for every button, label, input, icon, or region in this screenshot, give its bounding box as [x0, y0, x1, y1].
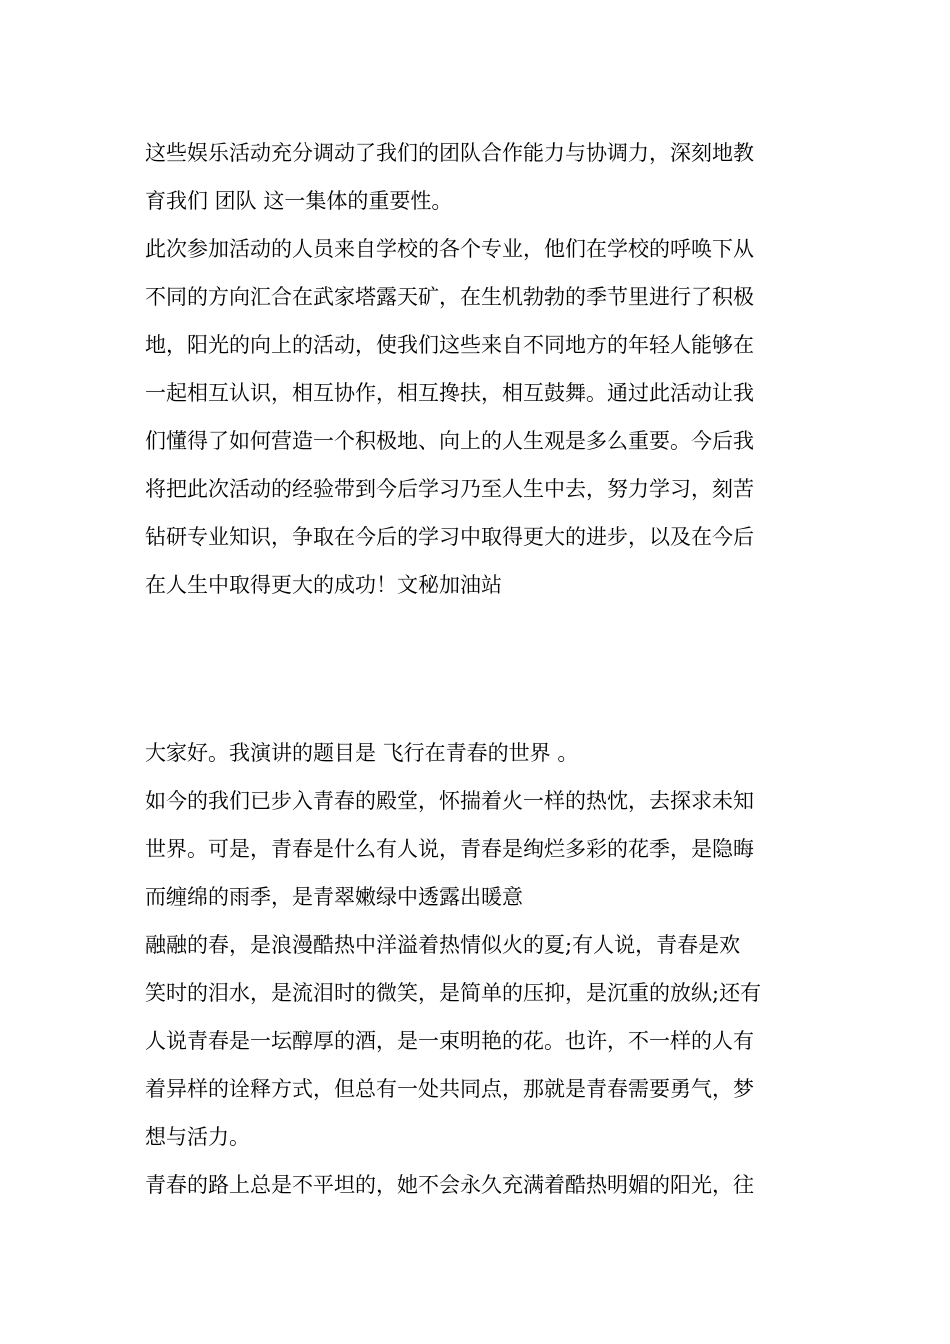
text-line: 此次参加活动的人员来自学校的各个专业，他们在学校的呼唤下从 — [145, 237, 754, 261]
paragraph-block-speech — [145, 729, 813, 1209]
text-line: 而缠绵的雨季，是青翠嫩绿中透露出暖意 — [145, 885, 523, 909]
text-line: 们懂得了如何营造一个积极地、向上的人生观是多么重要。今后我 — [145, 429, 754, 453]
text-line: 这些娱乐活动充分调动了我们的团队合作能力与协调力，深刻地教 — [145, 141, 754, 165]
text-line: 人说青春是一坛醇厚的酒，是一束明艳的花。也许，不一样的人有 — [145, 1029, 754, 1053]
text-line: 融融的春，是浪漫酷热中洋溢着热情似火的夏;有人说，青春是欢 — [145, 933, 741, 957]
text-line: 笑时的泪水，是流泪时的微笑，是简单的压抑，是沉重的放纵;还有 — [145, 981, 762, 1005]
text-line: 大家好。我演讲的题目是 飞行在青春的世界 。 — [145, 741, 579, 765]
text-line: 钻研专业知识，争取在今后的学习中取得更大的进步，以及在今后 — [145, 525, 754, 549]
text-line: 想与活力。 — [145, 1125, 250, 1149]
text-line: 着异样的诠释方式，但总有一处共同点，那就是青春需要勇气，梦 — [145, 1077, 754, 1101]
text-line: 世界。可是，青春是什么有人说，青春是绚烂多彩的花季，是隐晦 — [145, 837, 754, 861]
text-line: 地，阳光的向上的活动，使我们这些来自不同地方的年轻人能够在 — [145, 333, 754, 357]
text-line: 青春的路上总是不平坦的，她不会永久充满着酷热明媚的阳光，往 — [145, 1173, 754, 1197]
text-line: 如今的我们已步入青春的殿堂，怀揣着火一样的热忱，去探求未知 — [145, 789, 754, 813]
text-line: 不同的方向汇合在武家塔露天矿，在生机勃勃的季节里进行了积极 — [145, 285, 754, 309]
text-line: 将把此次活动的经验带到今后学习乃至人生中去，努力学习，刻苦 — [145, 477, 754, 501]
paragraph-block-activity — [145, 129, 813, 609]
text-line: 一起相互认识，相互协作，相互搀扶，相互鼓舞。通过此活动让我 — [145, 381, 754, 405]
text-line: 在人生中取得更大的成功！文秘加油站 — [145, 573, 502, 597]
text-line: 育我们 团队 这一集体的重要性。 — [145, 189, 453, 213]
